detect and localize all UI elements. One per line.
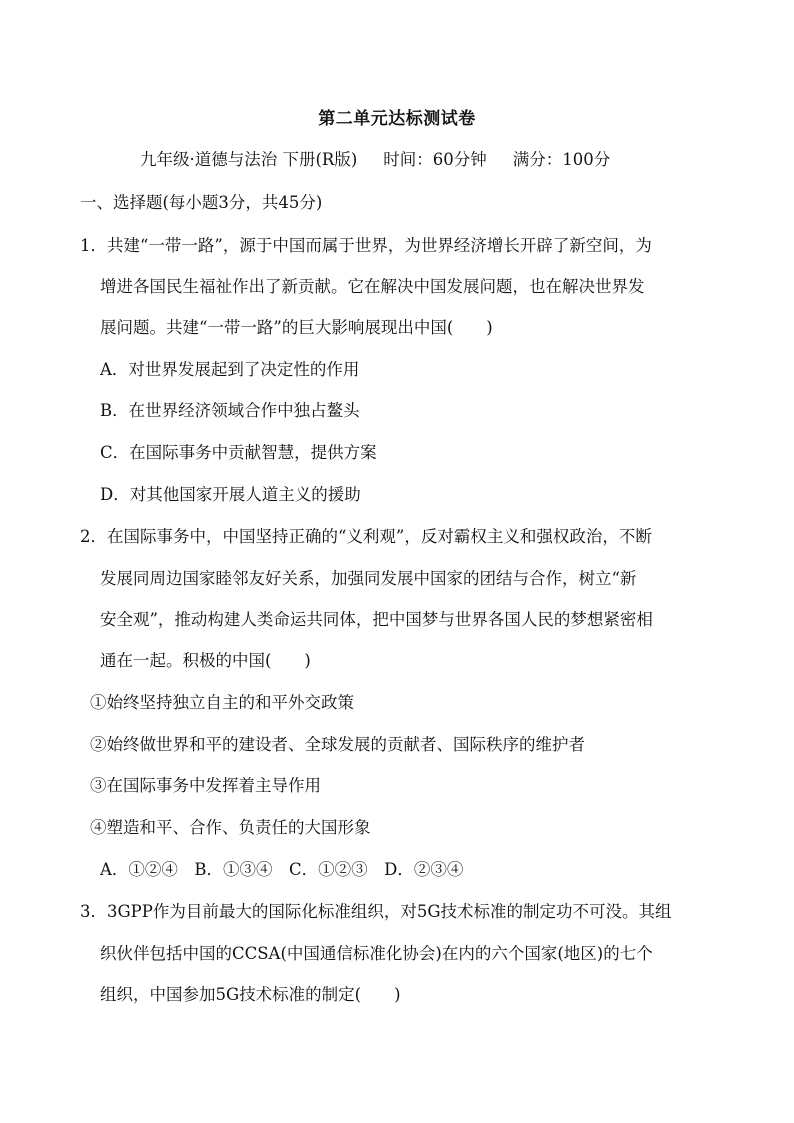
question-3-line-1: 3．3GPP作为目前最大的国际化标准组织，对5G技术标准的制定功不可没。其组 [80,902,672,921]
question-2-statement-2: ②始终做世界和平的建设者、全球发展的贡献者、国际秩序的维护者 [90,735,585,754]
question-1-line-3: 展问题。共建“一带一路”的巨大影响展现出中国( ) [100,318,493,337]
question-1-line-2: 增进各国民生福祉作出了新贡献。它在解决中国发展问题，也在解决世界发 [100,277,645,296]
grade-subject: 九年级·道德与法治 下册(R版) [140,150,358,169]
question-2-choices: A．①②④ B．①③④ C．①②③ D．②③④ [100,860,464,879]
question-1-line-1: 1．共建“一带一路”，源于中国而属于世界，为世界经济增长开辟了新空间，为 [80,236,652,255]
question-1-option-c: C．在国际事务中贡献智慧，提供方案 [100,443,377,462]
question-2-statement-4: ④塑造和平、合作、负责任的大国形象 [90,818,371,837]
section-heading: 一、选择题(每小题3分，共45分) [80,193,323,212]
question-3-line-3: 组织，中国参加5G技术标准的制定( ) [100,985,401,1004]
exam-subtitle [140,146,636,170]
question-2-statement-1: ①始终坚持独立自主的和平外交政策 [90,693,354,712]
question-2-statement-3: ③在国际事务中发挥着主导作用 [90,776,321,795]
question-1-option-a: A．对世界发展起到了决定性的作用 [100,360,360,379]
question-2-line-4: 通在一起。积极的中国( ) [100,651,311,670]
exam-time: 时间：60分钟 [383,150,487,169]
question-2-line-1: 2．在国际事务中，中国坚持正确的“义利观”，反对霸权主义和强权政治，不断 [80,527,652,546]
question-1-option-b: B．在世界经济领域合作中独占鳌头 [100,401,360,420]
exam-score: 满分：100分 [512,150,611,169]
question-2-line-3: 安全观”，推动构建人类命运共同体，把中国梦与世界各国人民的梦想紧密相 [100,610,653,629]
question-1-option-d: D．对其他国家开展人道主义的援助 [100,485,361,504]
exam-title: 第二单元达标测试卷 [318,109,476,129]
question-2-line-2: 发展同周边国家睦邻友好关系，加强同发展中国家的团结与合作，树立“新 [100,569,637,588]
question-3-line-2: 织伙伴包括中国的CCSA(中国通信标准化协会)在内的六个国家(地区)的七个 [100,944,653,963]
